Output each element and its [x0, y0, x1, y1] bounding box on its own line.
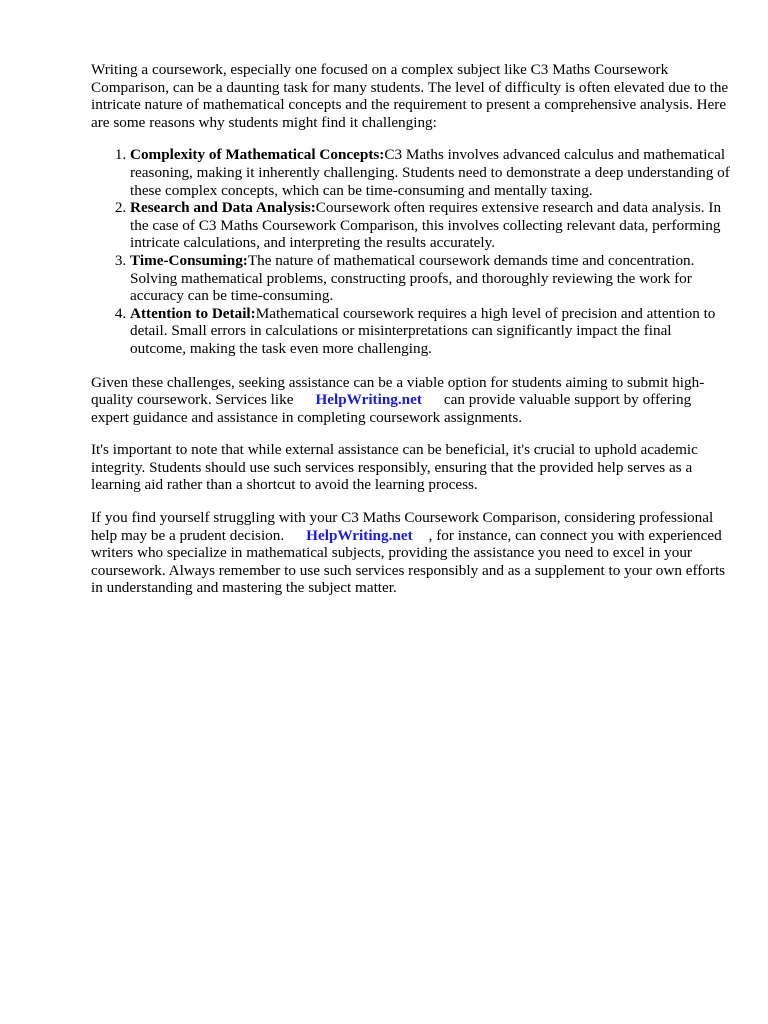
intro-paragraph: Writing a coursework, especially one focused on a complex subject like C3 Maths Coursework Comparison, can be a daunting task for many students. The level of difficulty is often elevated due to the intricate nature of mathematical concepts and the requirement to present a comprehensive analysis. Here are some reasons why students might find it challenging: [91, 61, 729, 131]
assistance-text-before: Given these challenges, seeking assistance can be a viable option for students aiming to submit high-quality coursework. Services like [91, 373, 705, 409]
reason-text: The nature of mathematical coursework demands time and concentration. Solving mathematical problems, constructing proofs, and thoroughly reviewing the work for accuracy can be time-consuming. [130, 251, 695, 305]
list-item [130, 146, 731, 199]
reason-title: Time-Consuming: [130, 251, 248, 269]
reason-text: C3 Maths involves advanced calculus and mathematical reasoning, making it inherently challenging. Students need to demonstrate a deep understanding of these complex concepts, which can be time-consuming and mentally taxing. [130, 146, 730, 199]
conclusion-paragraph [91, 509, 731, 597]
list-item [130, 305, 731, 358]
list-item [130, 199, 731, 252]
integrity-paragraph: It's important to note that while external assistance can be beneficial, it's crucial to uphold academic integrity. Students should use such services responsibly, ensuring that the provided help serves as a learning aid rather than a shortcut to avoid the learning process. [91, 441, 698, 494]
reason-title: Complexity of Mathematical Concepts: [130, 146, 385, 164]
list-item [130, 252, 731, 305]
conclusion-text-after: , for instance, can connect you with experienced writers who specialize in mathematical subjects, providing the assistance you need to excel in your coursework. Always remember to use such services responsibly and as a supplement to your own efforts in understanding and mastering the subject matter. [91, 526, 726, 597]
assistance-paragraph [91, 374, 731, 427]
reason-text: Coursework often requires extensive research and data analysis. In the case of C3 Maths Coursework Comparison, this involves collecting relevant data, performing intricate calculations, and interpreting the results accurately. [130, 199, 722, 252]
assistance-text-after: can provide valuable support by offering expert guidance and assistance in completing coursework assignments. [91, 391, 692, 426]
helpwriting-link[interactable]: HelpWriting.net [315, 391, 422, 409]
reasons-list [91, 146, 731, 357]
helpwriting-link[interactable]: HelpWriting.net [306, 526, 413, 544]
document-page [91, 61, 731, 612]
reason-title: Research and Data Analysis: [130, 199, 316, 217]
reason-title: Attention to Detail: [130, 304, 256, 322]
reason-text: Mathematical coursework requires a high level of precision and attention to detail. Small errors in calculations or misinterpretations can significantly impact the final outcome, making the task even more challenging. [130, 304, 716, 357]
conclusion-text-before: If you find yourself struggling with your C3 Maths Coursework Comparison, considering professional help may be a prudent decision. [91, 509, 714, 544]
